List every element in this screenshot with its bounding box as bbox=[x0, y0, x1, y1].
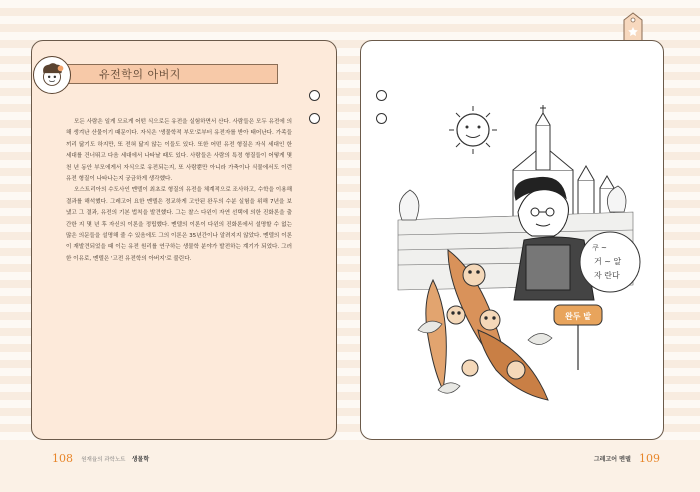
field-sign bbox=[554, 305, 602, 370]
sun-icon bbox=[449, 106, 497, 154]
bottom-band bbox=[0, 440, 700, 492]
speech-line-2: 거 ~ 알 bbox=[594, 257, 622, 266]
mascot-icon bbox=[33, 56, 71, 94]
paragraph-1: 모든 사람은 일게 모르게 어떤 식으로든 유전을 실험하면서 산다. 사람들은 모두 유전에 의해 생겨난 산물이기 때문이다. 자식은 '생물학적 부모'로부터 유전자를 받아 태어난다. 가족들끼리 닮기도 하지만, 또 전혀 닮지 않는 이들도 있다. 또한 어떤 유전 형질은 자식 세대인 한 세대를 건너뛰고 다음 세대에서 나타날 때도 있다. 사람들은 사람의 특정 형질들이 어떻게 몇천 년 동안 부모에게서 자식으로 유전되는지, 또 사람뿐만 아니라 가축이나 식물에서도 이런 유전 형질이 나타나는지 궁금하게 생각했다. bbox=[66, 119, 292, 183]
footer-right bbox=[594, 452, 660, 465]
mendel-illustration bbox=[378, 100, 648, 430]
speech-bubble bbox=[580, 232, 640, 292]
speech-line-1: 쿠 ~ bbox=[592, 244, 607, 252]
section-title: 유전학의 아버지 bbox=[99, 68, 181, 81]
section-title-bar bbox=[40, 64, 278, 84]
book-title: 생물학 bbox=[131, 456, 150, 463]
binder-ring bbox=[309, 113, 320, 124]
speech-line-3: 자 란다 bbox=[594, 271, 620, 280]
footer-left bbox=[52, 452, 149, 465]
tag-icon bbox=[620, 12, 646, 42]
binder-ring bbox=[309, 90, 320, 101]
body-text bbox=[66, 117, 292, 265]
left-page-number: 108 bbox=[52, 452, 73, 465]
sign-text: 완두 밭 bbox=[565, 312, 591, 321]
left-binder-rings bbox=[309, 90, 325, 136]
chapter-name: 그레고어 멘델 bbox=[593, 456, 631, 463]
paragraph-2: 오스트리아의 수도사인 멘델이 최초로 형질의 유전을 체계적으로 조사하고, 수학을 이용해 결과를 해석했다. 그레고어 요한 멘델은 정교하게 고안된 완두의 수분 실험을 위해 7년을 보냈고 그 결과, 유전의 기본 법칙을 발견했다. 그는 찰스 다윈이 자연 선택에 의한 진화론을 출간한 지 몇 년 후 자신의 이론을 정립했다. 멘델의 이론이 다윈의 진화론에서 설명할 수 없는 많은 의문들을 설명해 줄 수 있음에도 그의 이론은 35년간이나 알려지지 않았다. 멘델의 이론이 재발견되었을 때 이는 유전 원리를 연구하는 생물학 분야가 발전하는 계기가 되었다. 그러한 이유로, 멘델은 '고전 유전학의 아버지'로 불린다. bbox=[66, 187, 292, 262]
series-name: 원재율의 과학노트 bbox=[81, 456, 126, 463]
right-page-number: 109 bbox=[639, 452, 660, 465]
